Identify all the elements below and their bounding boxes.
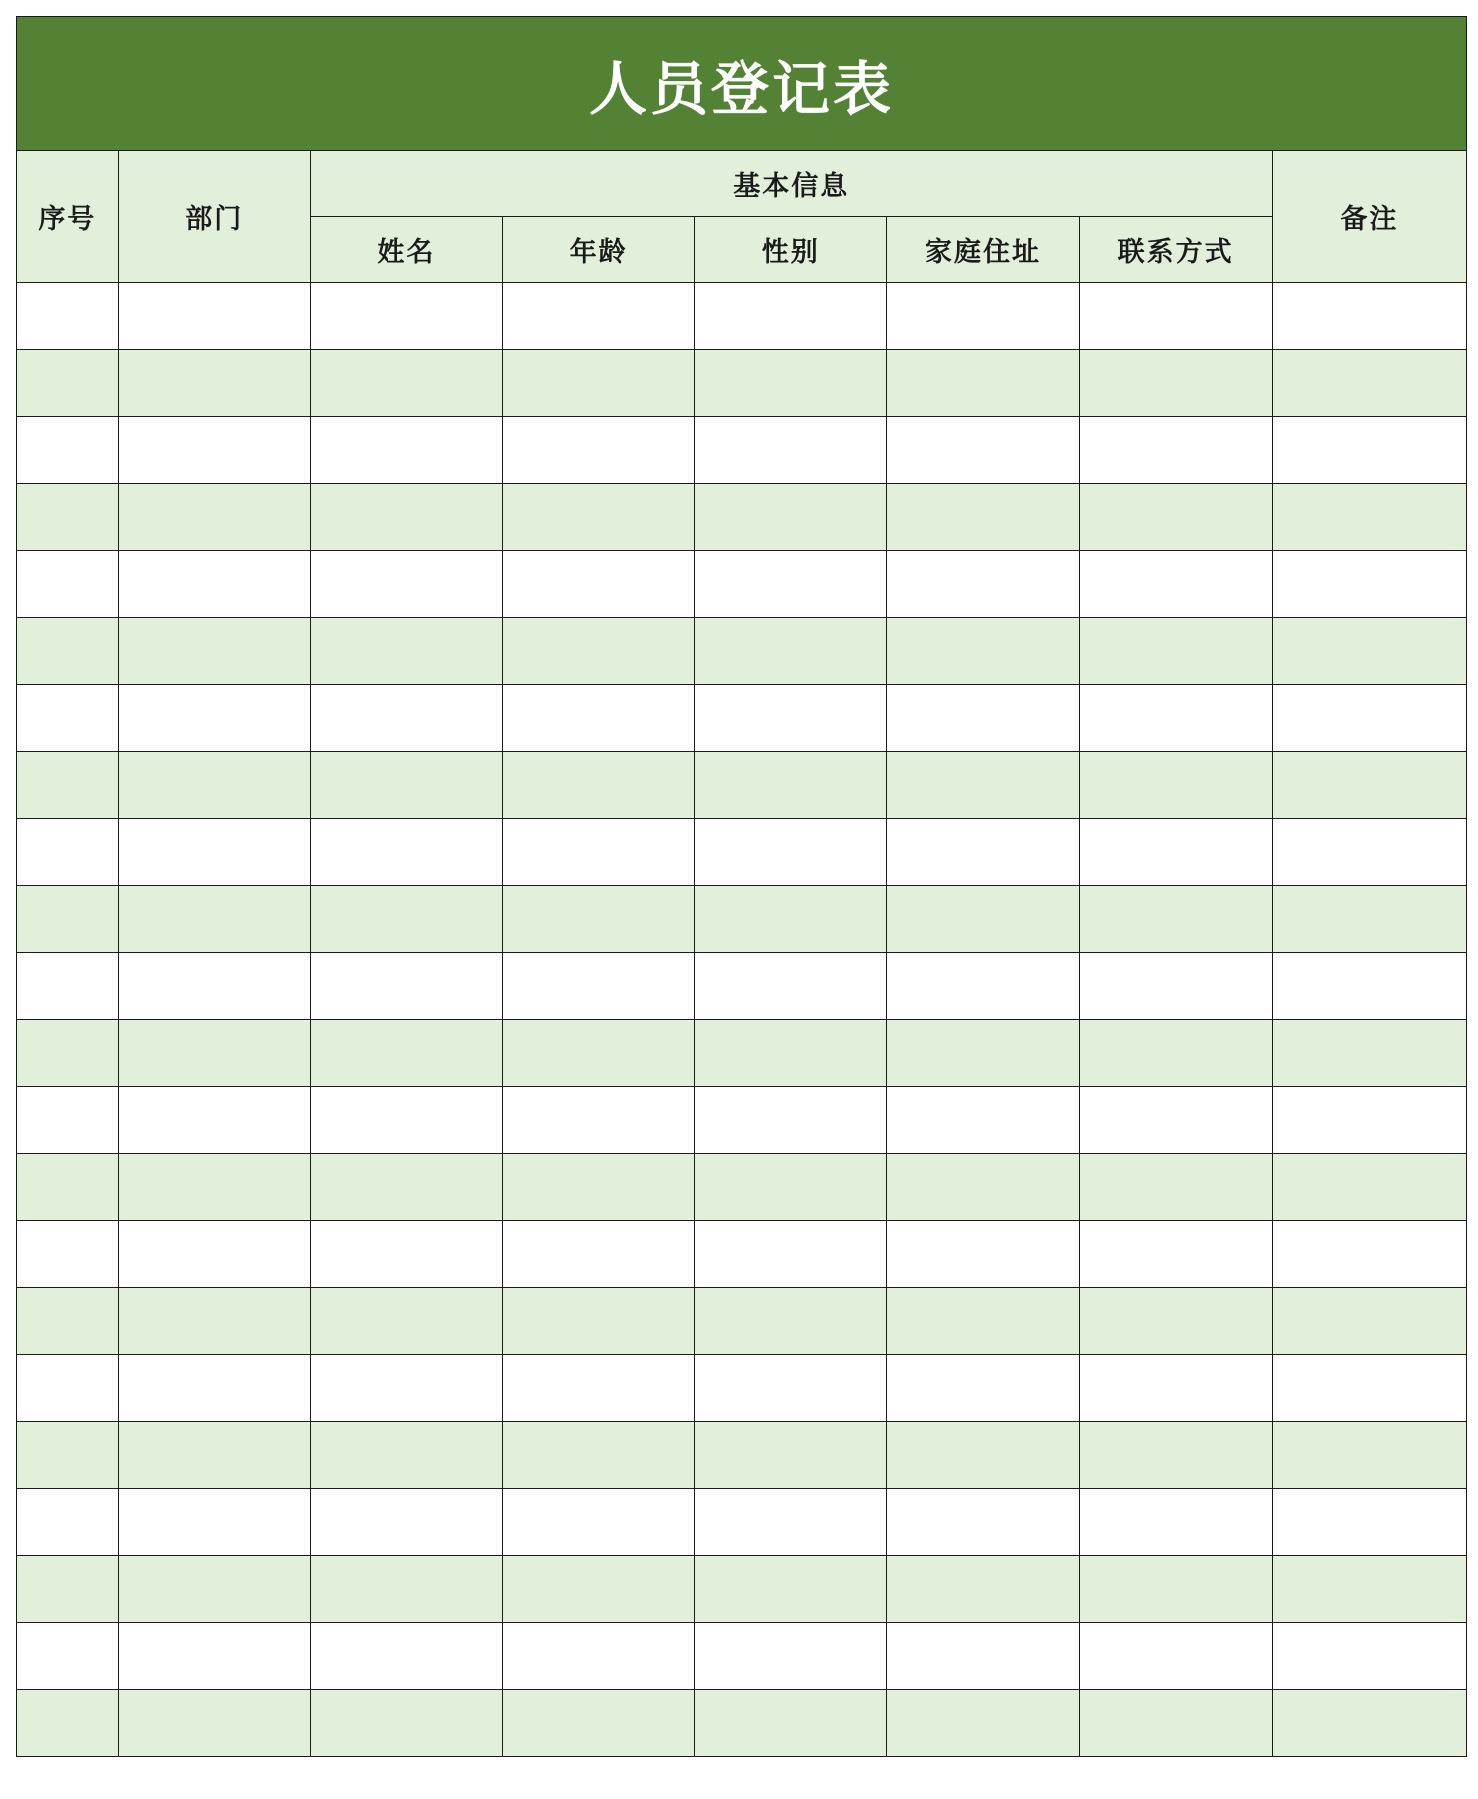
cell-name[interactable] — [310, 1690, 502, 1757]
cell-age[interactable] — [503, 1221, 695, 1288]
cell-remarks[interactable] — [1272, 886, 1466, 953]
table-row — [17, 1355, 1467, 1422]
cell-address[interactable] — [887, 484, 1079, 551]
cell-remarks[interactable] — [1272, 1288, 1466, 1355]
cell-contact[interactable] — [1079, 685, 1272, 752]
cell-age[interactable] — [503, 1489, 695, 1556]
table-body — [17, 283, 1467, 1757]
cell-age[interactable] — [503, 886, 695, 953]
header-name: 姓名 — [310, 217, 502, 283]
cell-seq[interactable] — [17, 1623, 119, 1690]
cell-contact[interactable] — [1079, 484, 1272, 551]
table-row — [17, 752, 1467, 819]
cell-name[interactable] — [310, 1221, 502, 1288]
cell-seq[interactable] — [17, 1154, 119, 1221]
cell-name[interactable] — [310, 618, 502, 685]
cell-seq[interactable] — [17, 752, 119, 819]
header-age: 年龄 — [503, 217, 695, 283]
cell-address[interactable] — [887, 1690, 1079, 1757]
cell-name[interactable] — [310, 1154, 502, 1221]
cell-contact[interactable] — [1079, 283, 1272, 350]
cell-address[interactable] — [887, 1489, 1079, 1556]
cell-address[interactable] — [887, 1355, 1079, 1422]
cell-name[interactable] — [310, 1288, 502, 1355]
cell-gender[interactable] — [695, 350, 887, 417]
cell-name[interactable] — [310, 685, 502, 752]
cell-address[interactable] — [887, 551, 1079, 618]
cell-gender[interactable] — [695, 618, 887, 685]
cell-contact[interactable] — [1079, 1690, 1272, 1757]
cell-name[interactable] — [310, 551, 502, 618]
cell-age[interactable] — [503, 752, 695, 819]
header-basic-info: 基本信息 — [310, 151, 1272, 217]
cell-gender[interactable] — [695, 819, 887, 886]
cell-gender[interactable] — [695, 886, 887, 953]
cell-remarks[interactable] — [1272, 1087, 1466, 1154]
cell-seq[interactable] — [17, 1422, 119, 1489]
cell-address[interactable] — [887, 618, 1079, 685]
cell-department[interactable] — [118, 1020, 310, 1087]
cell-name[interactable] — [310, 283, 502, 350]
cell-department[interactable] — [118, 685, 310, 752]
cell-seq[interactable] — [17, 350, 119, 417]
cell-seq[interactable] — [17, 1288, 119, 1355]
cell-age[interactable] — [503, 1422, 695, 1489]
cell-address[interactable] — [887, 1288, 1079, 1355]
cell-address[interactable] — [887, 819, 1079, 886]
cell-department[interactable] — [118, 484, 310, 551]
cell-remarks[interactable] — [1272, 1623, 1466, 1690]
cell-contact[interactable] — [1079, 350, 1272, 417]
cell-seq[interactable] — [17, 417, 119, 484]
cell-contact[interactable] — [1079, 752, 1272, 819]
cell-age[interactable] — [503, 618, 695, 685]
cell-address[interactable] — [887, 1020, 1079, 1087]
table-row — [17, 1489, 1467, 1556]
cell-address[interactable] — [887, 1087, 1079, 1154]
cell-remarks[interactable] — [1272, 953, 1466, 1020]
cell-seq[interactable] — [17, 685, 119, 752]
table-row — [17, 1288, 1467, 1355]
cell-address[interactable] — [887, 350, 1079, 417]
cell-seq[interactable] — [17, 1020, 119, 1087]
cell-department[interactable] — [118, 1154, 310, 1221]
cell-address[interactable] — [887, 1221, 1079, 1288]
cell-department[interactable] — [118, 953, 310, 1020]
cell-gender[interactable] — [695, 1422, 887, 1489]
cell-contact[interactable] — [1079, 886, 1272, 953]
table-row — [17, 1087, 1467, 1154]
cell-age[interactable] — [503, 1154, 695, 1221]
cell-gender[interactable] — [695, 1221, 887, 1288]
cell-address[interactable] — [887, 283, 1079, 350]
table-row — [17, 1422, 1467, 1489]
cell-gender[interactable] — [695, 283, 887, 350]
cell-department[interactable] — [118, 1422, 310, 1489]
cell-department[interactable] — [118, 417, 310, 484]
header-gender: 性别 — [695, 217, 887, 283]
cell-name[interactable] — [310, 417, 502, 484]
cell-department[interactable] — [118, 1288, 310, 1355]
table-row — [17, 618, 1467, 685]
cell-gender[interactable] — [695, 1288, 887, 1355]
cell-name[interactable] — [310, 953, 502, 1020]
table-row — [17, 953, 1467, 1020]
cell-remarks[interactable] — [1272, 1154, 1466, 1221]
cell-contact[interactable] — [1079, 1422, 1272, 1489]
cell-name[interactable] — [310, 819, 502, 886]
cell-age[interactable] — [503, 819, 695, 886]
table-row — [17, 1690, 1467, 1757]
cell-address[interactable] — [887, 953, 1079, 1020]
cell-age[interactable] — [503, 484, 695, 551]
cell-contact[interactable] — [1079, 1355, 1272, 1422]
cell-contact[interactable] — [1079, 1288, 1272, 1355]
cell-remarks[interactable] — [1272, 551, 1466, 618]
cell-gender[interactable] — [695, 1690, 887, 1757]
cell-remarks[interactable] — [1272, 417, 1466, 484]
cell-age[interactable] — [503, 953, 695, 1020]
cell-name[interactable] — [310, 1355, 502, 1422]
cell-seq[interactable] — [17, 618, 119, 685]
cell-seq[interactable] — [17, 1690, 119, 1757]
cell-department[interactable] — [118, 886, 310, 953]
cell-gender[interactable] — [695, 1087, 887, 1154]
table-row — [17, 1623, 1467, 1690]
cell-remarks[interactable] — [1272, 1355, 1466, 1422]
cell-name[interactable] — [310, 1087, 502, 1154]
table-row — [17, 417, 1467, 484]
cell-contact[interactable] — [1079, 1020, 1272, 1087]
table-row — [17, 886, 1467, 953]
cell-contact[interactable] — [1079, 1623, 1272, 1690]
cell-name[interactable] — [310, 752, 502, 819]
cell-remarks[interactable] — [1272, 819, 1466, 886]
cell-contact[interactable] — [1079, 953, 1272, 1020]
cell-address[interactable] — [887, 685, 1079, 752]
cell-contact[interactable] — [1079, 1556, 1272, 1623]
cell-seq[interactable] — [17, 819, 119, 886]
table-row — [17, 283, 1467, 350]
cell-seq[interactable] — [17, 1556, 119, 1623]
table-row — [17, 350, 1467, 417]
table-row — [17, 551, 1467, 618]
cell-address[interactable] — [887, 1556, 1079, 1623]
cell-gender[interactable] — [695, 1020, 887, 1087]
cell-gender[interactable] — [695, 953, 887, 1020]
cell-age[interactable] — [503, 417, 695, 484]
cell-name[interactable] — [310, 1489, 502, 1556]
cell-gender[interactable] — [695, 1355, 887, 1422]
cell-contact[interactable] — [1079, 551, 1272, 618]
header-remarks: 备注 — [1272, 151, 1466, 283]
cell-remarks[interactable] — [1272, 283, 1466, 350]
cell-remarks[interactable] — [1272, 752, 1466, 819]
cell-seq[interactable] — [17, 283, 119, 350]
cell-remarks[interactable] — [1272, 350, 1466, 417]
cell-address[interactable] — [887, 417, 1079, 484]
header-department: 部门 — [118, 151, 310, 283]
cell-contact[interactable] — [1079, 618, 1272, 685]
header-address: 家庭住址 — [887, 217, 1079, 283]
table-row — [17, 1020, 1467, 1087]
cell-department[interactable] — [118, 1221, 310, 1288]
cell-remarks[interactable] — [1272, 1690, 1466, 1757]
cell-department[interactable] — [118, 1087, 310, 1154]
cell-contact[interactable] — [1079, 1087, 1272, 1154]
cell-department[interactable] — [118, 1690, 310, 1757]
table-row — [17, 819, 1467, 886]
table-row — [17, 1154, 1467, 1221]
cell-department[interactable] — [118, 1623, 310, 1690]
cell-department[interactable] — [118, 350, 310, 417]
cell-department[interactable] — [118, 618, 310, 685]
cell-age[interactable] — [503, 1020, 695, 1087]
cell-age[interactable] — [503, 350, 695, 417]
cell-seq[interactable] — [17, 1489, 119, 1556]
cell-name[interactable] — [310, 1422, 502, 1489]
cell-department[interactable] — [118, 1489, 310, 1556]
cell-remarks[interactable] — [1272, 1556, 1466, 1623]
cell-remarks[interactable] — [1272, 1020, 1466, 1087]
cell-name[interactable] — [310, 886, 502, 953]
cell-contact[interactable] — [1079, 1154, 1272, 1221]
cell-age[interactable] — [503, 1288, 695, 1355]
cell-gender[interactable] — [695, 484, 887, 551]
cell-contact[interactable] — [1079, 819, 1272, 886]
cell-remarks[interactable] — [1272, 1489, 1466, 1556]
cell-seq[interactable] — [17, 1355, 119, 1422]
cell-age[interactable] — [503, 1623, 695, 1690]
cell-address[interactable] — [887, 1623, 1079, 1690]
cell-contact[interactable] — [1079, 1221, 1272, 1288]
cell-name[interactable] — [310, 1020, 502, 1087]
cell-department[interactable] — [118, 1556, 310, 1623]
table-row — [17, 484, 1467, 551]
cell-seq[interactable] — [17, 886, 119, 953]
cell-gender[interactable] — [695, 1623, 887, 1690]
cell-name[interactable] — [310, 1623, 502, 1690]
cell-age[interactable] — [503, 1087, 695, 1154]
cell-department[interactable] — [118, 283, 310, 350]
cell-gender[interactable] — [695, 551, 887, 618]
registration-table — [16, 16, 1467, 1757]
cell-contact[interactable] — [1079, 1489, 1272, 1556]
cell-remarks[interactable] — [1272, 1221, 1466, 1288]
cell-seq[interactable] — [17, 551, 119, 618]
cell-age[interactable] — [503, 551, 695, 618]
cell-gender[interactable] — [695, 1556, 887, 1623]
cell-remarks[interactable] — [1272, 685, 1466, 752]
cell-gender[interactable] — [695, 1489, 887, 1556]
cell-seq[interactable] — [17, 1221, 119, 1288]
cell-seq[interactable] — [17, 953, 119, 1020]
cell-name[interactable] — [310, 350, 502, 417]
cell-address[interactable] — [887, 886, 1079, 953]
cell-remarks[interactable] — [1272, 1422, 1466, 1489]
cell-age[interactable] — [503, 685, 695, 752]
table-row — [17, 1556, 1467, 1623]
cell-name[interactable] — [310, 484, 502, 551]
cell-name[interactable] — [310, 1556, 502, 1623]
cell-department[interactable] — [118, 752, 310, 819]
header-contact: 联系方式 — [1079, 217, 1272, 283]
cell-gender[interactable] — [695, 1154, 887, 1221]
cell-address[interactable] — [887, 752, 1079, 819]
cell-age[interactable] — [503, 283, 695, 350]
cell-address[interactable] — [887, 1154, 1079, 1221]
cell-department[interactable] — [118, 1355, 310, 1422]
cell-age[interactable] — [503, 1556, 695, 1623]
cell-department[interactable] — [118, 551, 310, 618]
cell-seq[interactable] — [17, 1087, 119, 1154]
table-row — [17, 1221, 1467, 1288]
cell-remarks[interactable] — [1272, 618, 1466, 685]
cell-gender[interactable] — [695, 417, 887, 484]
table-row — [17, 685, 1467, 752]
cell-gender[interactable] — [695, 752, 887, 819]
header-seq: 序号 — [17, 151, 119, 283]
cell-age[interactable] — [503, 1690, 695, 1757]
cell-department[interactable] — [118, 819, 310, 886]
cell-age[interactable] — [503, 1355, 695, 1422]
cell-seq[interactable] — [17, 484, 119, 551]
page-title: 人员登记表 — [17, 17, 1467, 151]
cell-gender[interactable] — [695, 685, 887, 752]
cell-contact[interactable] — [1079, 417, 1272, 484]
cell-address[interactable] — [887, 1422, 1079, 1489]
cell-remarks[interactable] — [1272, 484, 1466, 551]
